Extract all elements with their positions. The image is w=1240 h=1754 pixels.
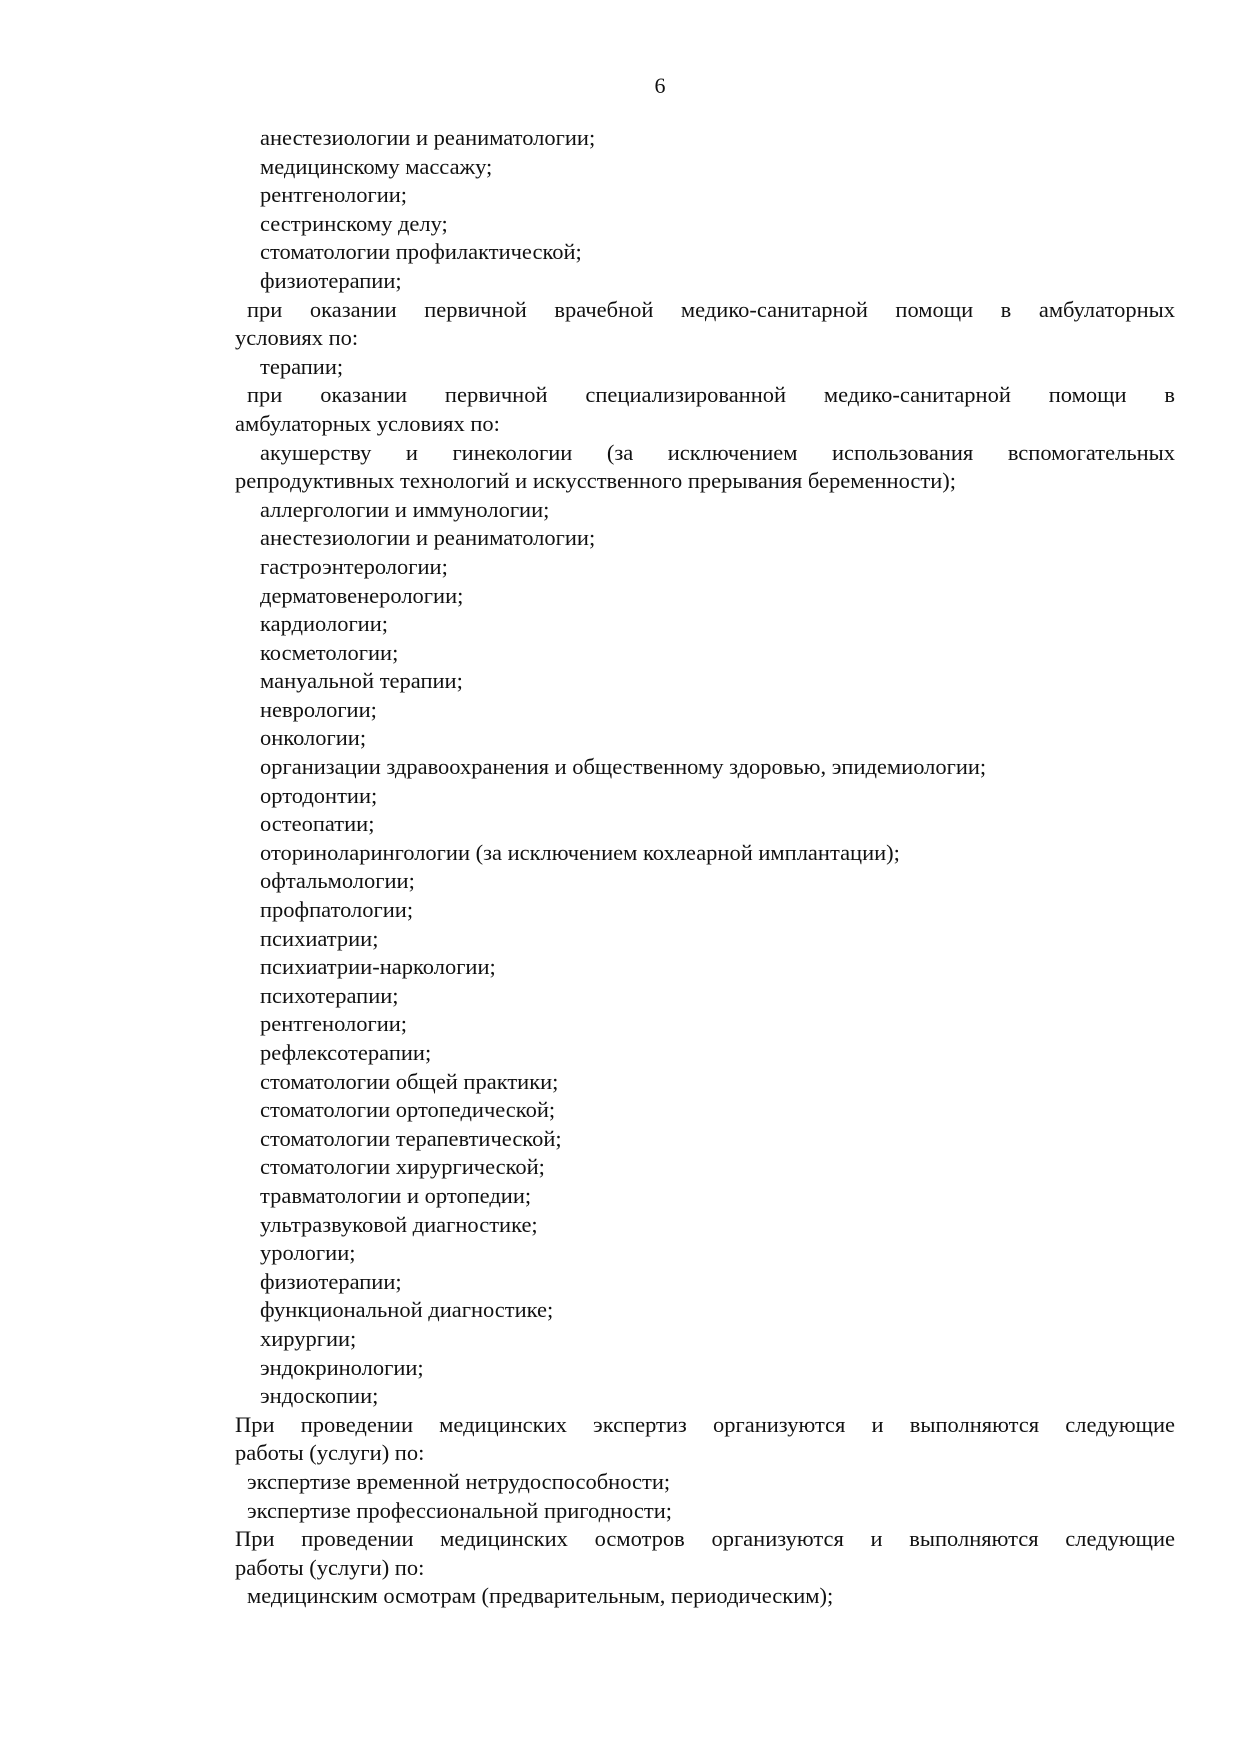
text-line: при оказании первичной врачебной медико-санитарной помощи в амбулаторных bbox=[247, 296, 1175, 322]
text-line: организации здравоохранения и общественному здоровью, эпидемиологии; bbox=[260, 754, 987, 780]
text-line: стоматологии общей практики; bbox=[260, 1068, 559, 1094]
text-line: косметологии; bbox=[260, 639, 399, 665]
text-line: профпатологии; bbox=[260, 897, 414, 923]
text-line: психиатрии; bbox=[260, 925, 379, 951]
text-line: урологии; bbox=[260, 1240, 356, 1266]
text-line: рефлексотерапии; bbox=[260, 1040, 432, 1065]
text-line: эндокринологии; bbox=[260, 1354, 424, 1380]
text-line: рентгенологии; bbox=[260, 182, 408, 208]
text-line: медицинскому массажу; bbox=[260, 153, 493, 179]
text-line: мануальной терапии; bbox=[260, 668, 463, 694]
text-line: кардиологии; bbox=[260, 611, 389, 637]
text-line: условиях по: bbox=[235, 325, 359, 351]
text-line: эндоскопии; bbox=[260, 1383, 379, 1409]
text-line: дерматовенерологии; bbox=[260, 582, 464, 608]
text-line: стоматологии профилактической; bbox=[260, 239, 582, 265]
text-line: остеопатии; bbox=[260, 811, 375, 837]
text-line: репродуктивных технологий и искусственного прерывания беременности); bbox=[235, 468, 956, 494]
text-line: терапии; bbox=[260, 353, 344, 379]
text-line: При проведении медицинских экспертиз организуются и выполняются следующие bbox=[235, 1411, 1175, 1437]
text-line: функциональной диагностике; bbox=[260, 1297, 554, 1323]
page-number: 6 bbox=[654, 73, 666, 98]
text-line: физиотерапии; bbox=[260, 267, 402, 293]
text-line: стоматологии хирургической; bbox=[260, 1154, 545, 1180]
document-body bbox=[235, 124, 1175, 1611]
text-line: рентгенологии; bbox=[260, 1011, 408, 1037]
text-line: анестезиологии и реаниматологии; bbox=[260, 525, 596, 551]
text-line: гастроэнтерологии; bbox=[260, 553, 448, 579]
text-line: экспертизе временной нетрудоспособности; bbox=[247, 1468, 671, 1494]
text-line: онкологии; bbox=[260, 725, 367, 751]
text-line: травматологии и ортопедии; bbox=[260, 1182, 532, 1208]
text-line: офтальмологии; bbox=[260, 868, 415, 894]
text-line: аллергологии и иммунологии; bbox=[260, 496, 550, 522]
text-line: стоматологии терапевтической; bbox=[260, 1125, 562, 1151]
text-line: физиотерапии; bbox=[260, 1268, 402, 1294]
text-line: работы (услуги) по: bbox=[235, 1554, 425, 1580]
text-line: психиатрии-наркологии; bbox=[260, 954, 496, 980]
text-line: амбулаторных условиях по: bbox=[235, 410, 500, 436]
text-line: анестезиологии и реаниматологии; bbox=[260, 125, 596, 150]
text-line: ультразвуковой диагностике; bbox=[260, 1211, 538, 1237]
text-line: экспертизе профессиональной пригодности; bbox=[247, 1497, 672, 1523]
text-line: психотерапии; bbox=[260, 982, 399, 1008]
text-line: ортодонтии; bbox=[260, 782, 378, 808]
text-line: при оказании первичной специализированной медико-санитарной помощи в bbox=[247, 382, 1175, 408]
text-line: работы (услуги) по: bbox=[235, 1440, 425, 1466]
text-line: стоматологии ортопедической; bbox=[260, 1097, 556, 1123]
text-line: медицинским осмотрам (предварительным, периодическим); bbox=[247, 1583, 834, 1609]
text-line: сестринскому делу; bbox=[260, 210, 448, 236]
text-line: неврологии; bbox=[260, 696, 377, 722]
text-line: хирургии; bbox=[260, 1325, 357, 1351]
text-line: акушерству и гинекологии (за исключением использования вспомогательных bbox=[260, 439, 1175, 465]
text-line: оториноларингологии (за исключением кохлеарной имплантации); bbox=[260, 839, 900, 865]
text-line: При проведении медицинских осмотров организуются и выполняются следующие bbox=[235, 1526, 1175, 1552]
